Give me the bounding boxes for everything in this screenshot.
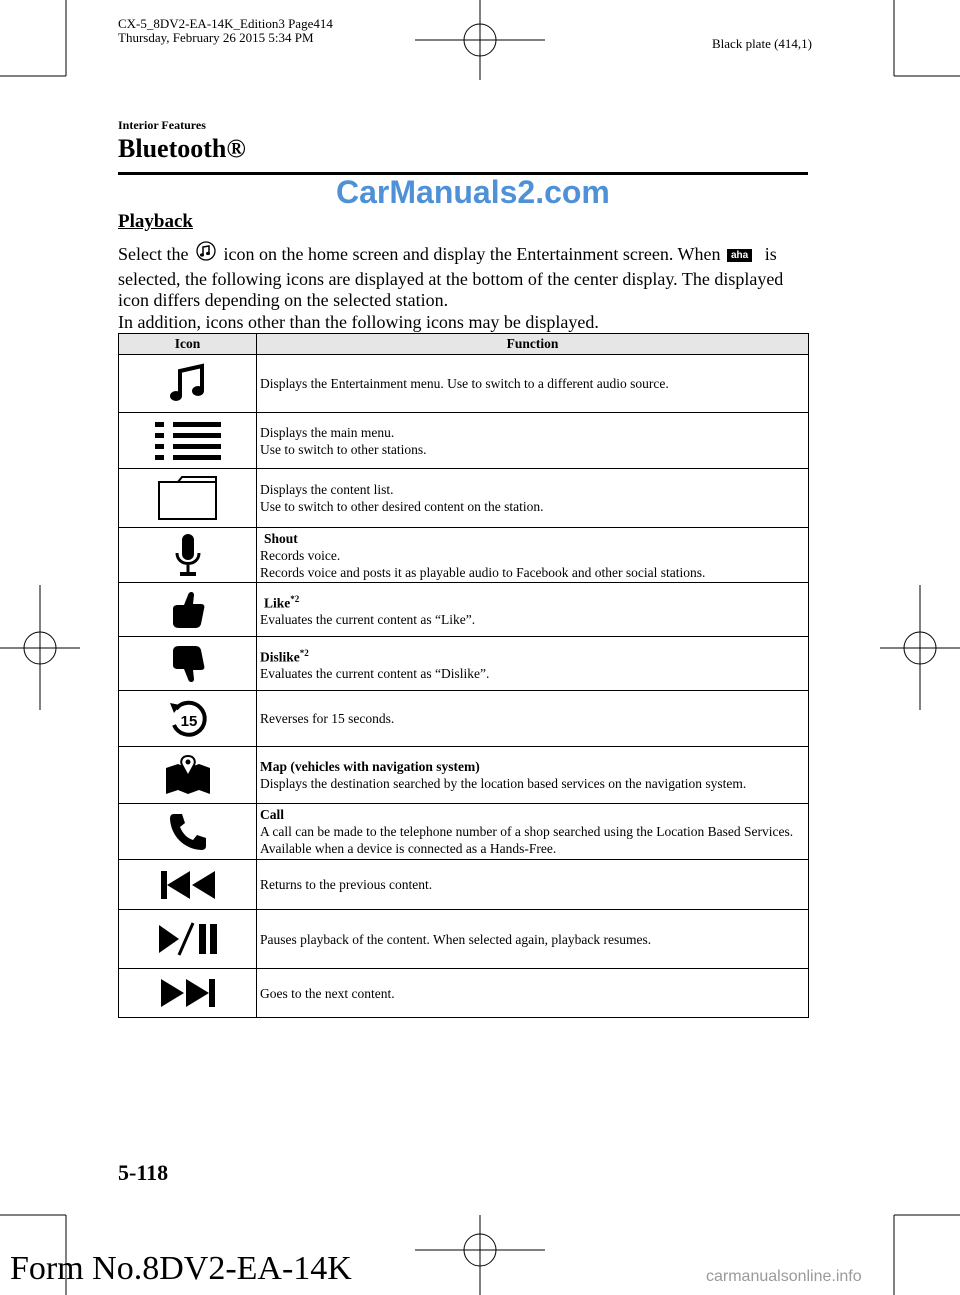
rewind-15-icon	[168, 699, 208, 739]
table-row	[119, 413, 809, 469]
footnote-ref: *2	[290, 593, 300, 604]
footer-watermark: carmanualsonline.info	[706, 1268, 862, 1285]
footnote-ref: *2	[299, 647, 309, 658]
row-desc: Displays the Entertainment menu. Use to switch to a different audio source.	[260, 376, 669, 391]
row-desc: Records voice and posts it as playable audio to Facebook and other social stations.	[260, 564, 706, 580]
table-row	[119, 469, 809, 528]
previous-track-icon	[160, 870, 216, 900]
intro-text-b: icon on the home screen and display the Entertainment screen. When	[223, 244, 721, 264]
row-title: Call	[260, 807, 285, 822]
row-desc: Returns to the previous content.	[260, 877, 433, 892]
file-info-line2: Thursday, February 26 2015 5:34 PM	[118, 30, 314, 45]
row-desc: Goes to the next content.	[260, 985, 395, 1001]
play-pause-icon	[157, 921, 219, 957]
form-number: Form No.8DV2-EA-14K	[10, 1250, 352, 1287]
row-title: Dislike	[260, 649, 300, 665]
thumbs-up-icon	[170, 590, 206, 630]
row-title: Like	[264, 595, 291, 611]
table-row	[119, 969, 809, 1018]
aha-icon: aha	[727, 249, 752, 262]
row-desc: Use to switch to other stations.	[260, 441, 427, 457]
file-info	[118, 17, 333, 45]
row-desc: Pauses playback of the content. When selected again, playback resumes.	[260, 931, 652, 947]
music-note-icon	[193, 241, 219, 269]
row-desc: Evaluates the current content as “Dislike”.	[260, 666, 490, 682]
icon-function-table	[118, 333, 809, 1018]
table-row	[119, 747, 809, 804]
intro-text-c: is selected, the following icons are displayed at the bottom of the center display. The displayed icon differs depending on the selected station.	[118, 244, 784, 310]
table-row	[119, 528, 809, 583]
intro-paragraph	[118, 241, 813, 333]
table-row	[119, 804, 809, 860]
page-number: 5-118	[118, 1160, 169, 1185]
row-desc: Displays the main menu.	[260, 424, 395, 440]
rewind-15-label: 15	[180, 712, 197, 730]
table-row	[119, 860, 809, 910]
row-desc: Evaluates the current content as “Like”.	[260, 612, 476, 628]
row-title: Shout	[264, 530, 298, 546]
phone-icon	[168, 812, 208, 852]
table-header-row	[119, 334, 809, 355]
music-note-icon	[168, 363, 208, 405]
row-desc: Displays the content list.	[260, 482, 394, 497]
intro-text-d: In addition, icons other than the following icons may be displayed.	[118, 311, 599, 332]
file-info-line1: CX-5_8DV2-EA-14K_Edition3 Page414	[118, 16, 333, 31]
list-menu-icon	[155, 421, 221, 461]
row-desc: Records voice.	[260, 547, 341, 563]
page-title: Bluetooth®	[118, 134, 246, 163]
plate-label: Black plate (414,1)	[712, 36, 812, 51]
table-row	[119, 637, 809, 691]
table-row	[119, 355, 809, 413]
map-icon	[165, 754, 211, 796]
intro-text-a: Select the	[118, 244, 189, 264]
table-row	[119, 691, 809, 747]
thumbs-down-icon	[170, 644, 206, 684]
row-desc: Use to switch to other desired content on the station.	[260, 499, 544, 514]
row-desc: A call can be made to the telephone number of a shop searched using the Location Based Services. Available when a device is connected as a Hands-Free.	[260, 824, 794, 856]
row-desc: Displays the destination searched by the location based services on the navigation system.	[260, 776, 747, 791]
row-title: Map (vehicles with navigation system)	[260, 759, 480, 774]
folder-icon	[158, 476, 218, 520]
playback-heading: Playback	[118, 211, 193, 232]
col-icon-header: Icon	[119, 334, 257, 355]
table-row	[119, 910, 809, 969]
table-row	[119, 583, 809, 637]
col-function-header: Function	[257, 334, 809, 355]
section-category: Interior Features	[118, 118, 206, 132]
next-track-icon	[160, 978, 216, 1008]
watermark: CarManuals2.com	[336, 174, 610, 210]
row-desc: Reverses for 15 seconds.	[260, 711, 395, 726]
microphone-icon	[175, 533, 201, 577]
